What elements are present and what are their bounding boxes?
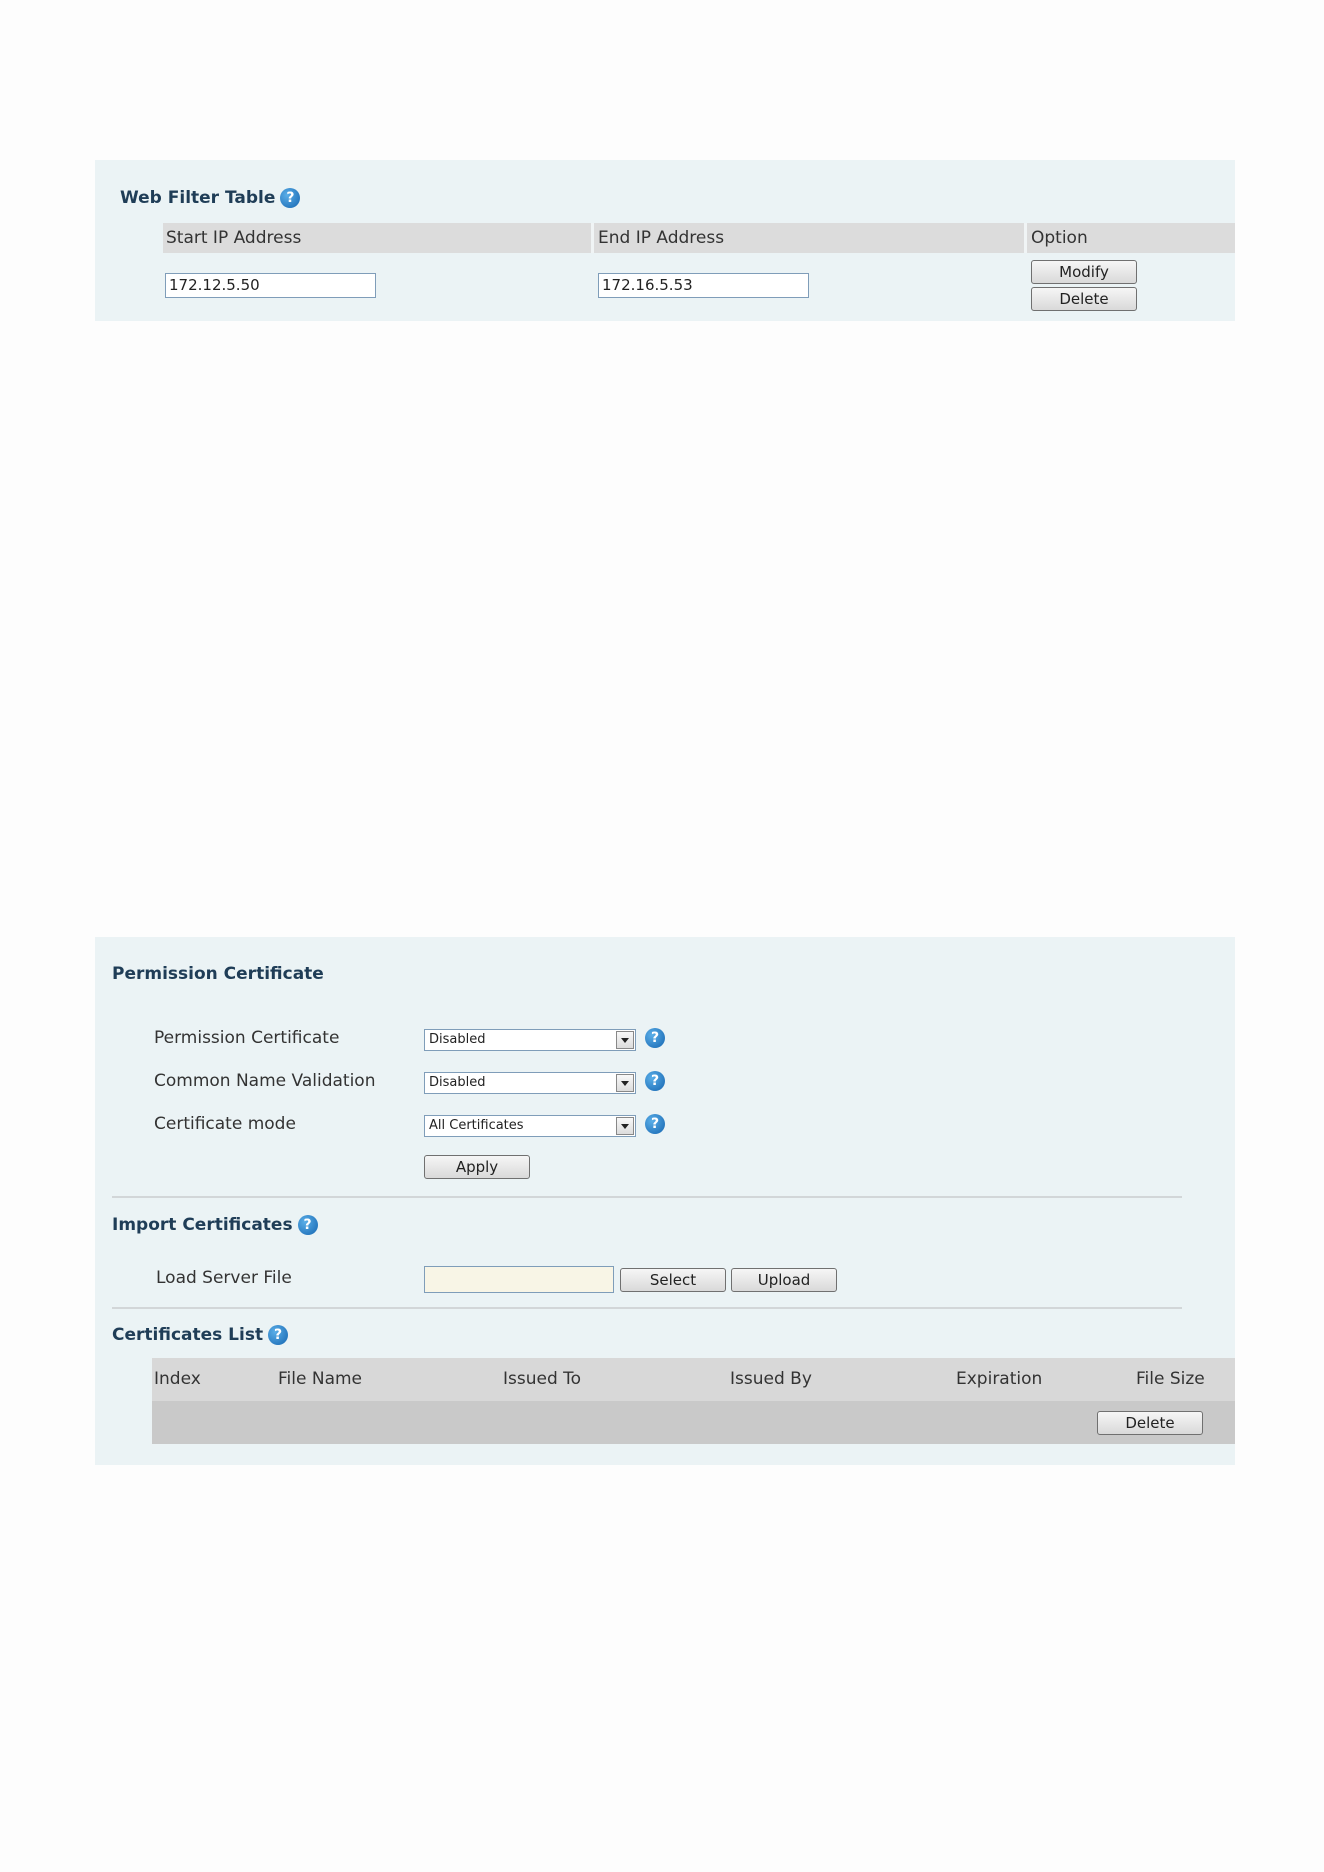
chevron-down-icon[interactable] [616, 1031, 634, 1049]
common-name-validation-label: Common Name Validation [154, 1071, 376, 1091]
column-separator [591, 223, 594, 253]
column-file-size: File Size [1136, 1369, 1205, 1389]
chevron-down-icon[interactable] [616, 1074, 634, 1092]
column-start-ip: Start IP Address [166, 228, 302, 248]
certificates-list-row [152, 1401, 1235, 1444]
section-divider [112, 1307, 1182, 1309]
column-issued-to: Issued To [503, 1369, 582, 1389]
permission-certificate-label: Permission Certificate [154, 1028, 340, 1048]
load-server-file-label: Load Server File [156, 1268, 292, 1288]
certificates-list-header [152, 1358, 1235, 1401]
question-circle-icon[interactable]: ? [645, 1028, 665, 1048]
section-divider [112, 1196, 1182, 1198]
delete-certificate-button[interactable]: Delete [1097, 1411, 1203, 1435]
permission-certificate-title: Permission Certificate [112, 964, 324, 984]
certificates-list-title-text: Certificates List [112, 1325, 264, 1345]
column-expiration: Expiration [956, 1369, 1043, 1389]
modify-button[interactable]: Modify [1031, 260, 1137, 284]
certificates-list-title [112, 1325, 288, 1345]
column-end-ip: End IP Address [598, 228, 725, 248]
certificate-mode-value: All Certificates [429, 1118, 524, 1133]
web-filter-table-header [163, 223, 1235, 253]
question-circle-icon[interactable]: ? [298, 1215, 318, 1235]
start-ip-input[interactable]: 172.12.5.50 [165, 273, 376, 298]
certificate-mode-select[interactable] [424, 1115, 636, 1137]
import-certificates-title [112, 1215, 318, 1235]
question-circle-icon[interactable]: ? [645, 1071, 665, 1091]
import-certificates-title-text: Import Certificates [112, 1215, 293, 1235]
column-option: Option [1031, 228, 1088, 248]
server-file-input[interactable] [424, 1266, 614, 1293]
column-issued-by: Issued By [730, 1369, 812, 1389]
question-circle-icon[interactable]: ? [645, 1114, 665, 1134]
permission-certificate-value: Disabled [429, 1032, 486, 1047]
common-name-validation-value: Disabled [429, 1075, 486, 1090]
web-filter-panel [95, 160, 1235, 321]
upload-button[interactable]: Upload [731, 1268, 837, 1292]
end-ip-input[interactable]: 172.16.5.53 [598, 273, 809, 298]
select-file-button[interactable]: Select [620, 1268, 726, 1292]
web-filter-title-text: Web Filter Table [120, 188, 276, 208]
certificate-panel [95, 937, 1235, 1465]
question-circle-icon[interactable]: ? [280, 188, 300, 208]
column-separator [1024, 223, 1027, 253]
permission-certificate-select[interactable] [424, 1029, 636, 1051]
delete-button[interactable]: Delete [1031, 287, 1137, 311]
question-circle-icon[interactable]: ? [268, 1325, 288, 1345]
chevron-down-icon[interactable] [616, 1117, 634, 1135]
column-index: Index [154, 1369, 201, 1389]
apply-button[interactable]: Apply [424, 1155, 530, 1179]
common-name-validation-select[interactable] [424, 1072, 636, 1094]
column-file-name: File Name [278, 1369, 363, 1389]
certificate-mode-label: Certificate mode [154, 1114, 296, 1134]
web-filter-title [120, 188, 300, 208]
